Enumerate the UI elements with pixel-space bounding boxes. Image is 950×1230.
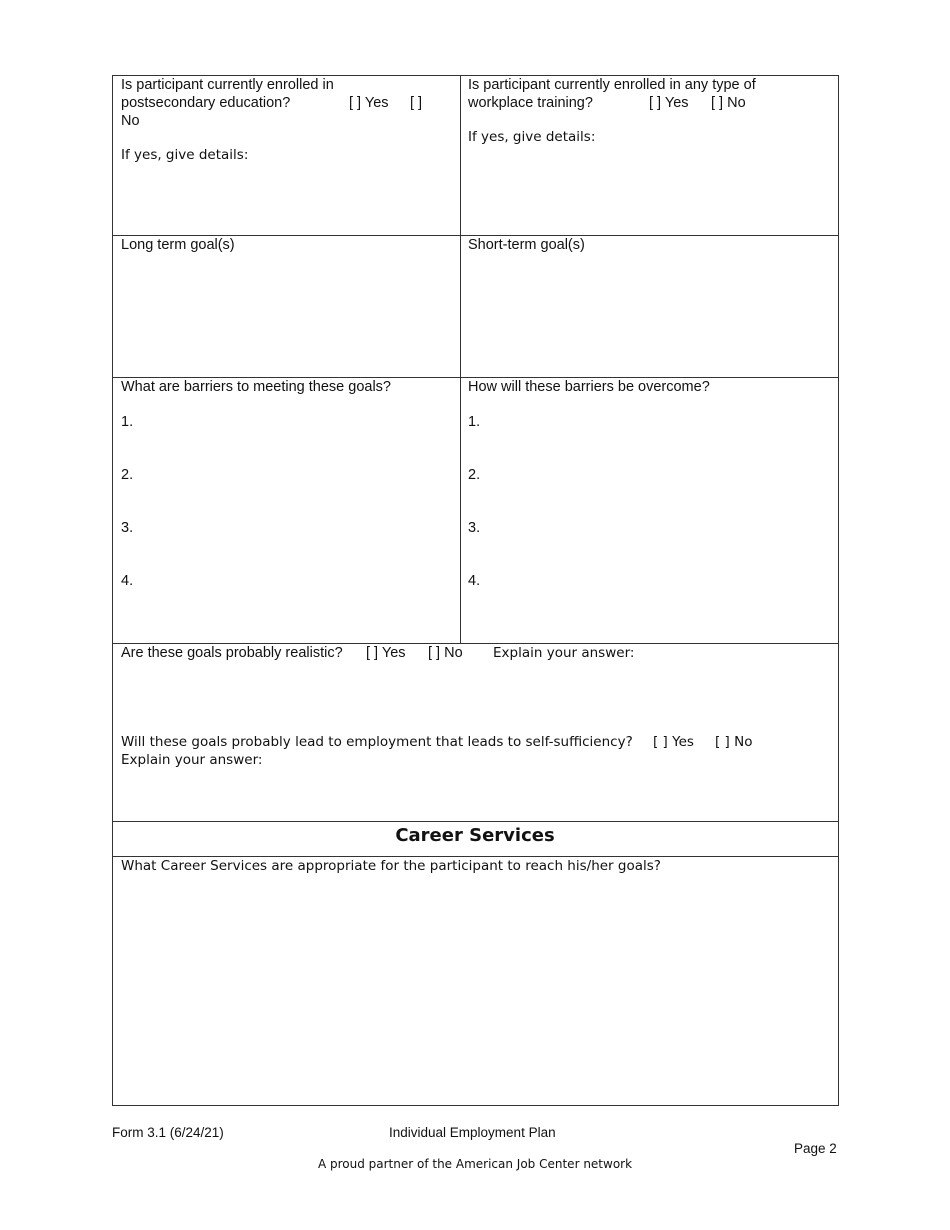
overcome-item: 3. — [468, 520, 481, 536]
postsecondary-details-label: If yes, give details: — [121, 147, 249, 163]
barrier-item: 4. — [121, 573, 134, 589]
self-sufficiency-yes-checkbox[interactable]: [ ] Yes — [653, 734, 694, 750]
barrier-item: 3. — [121, 520, 134, 536]
realistic-no-checkbox[interactable]: [ ] No — [428, 645, 463, 661]
overcome-item: 2. — [468, 467, 481, 483]
row-divider — [112, 821, 839, 822]
form-table — [112, 75, 839, 1106]
postsecondary-question-line1: Is participant currently enrolled in — [121, 77, 334, 93]
short-term-goals-label: Short-term goal(s) — [468, 237, 585, 253]
self-sufficiency-question: Will these goals probably lead to employment that leads to self-sufficiency? — [121, 734, 633, 750]
overcome-label: How will these barriers be overcome? — [468, 379, 710, 395]
training-question-line2: workplace training? — [468, 95, 593, 111]
barriers-label: What are barriers to meeting these goals? — [121, 379, 391, 395]
barrier-item: 2. — [121, 467, 134, 483]
overcome-item: 4. — [468, 573, 481, 589]
overcome-item: 1. — [468, 414, 481, 430]
self-sufficiency-no-checkbox[interactable]: [ ] No — [715, 734, 753, 750]
realistic-question: Are these goals probably realistic? — [121, 645, 343, 661]
postsecondary-question-line2: postsecondary education? — [121, 95, 291, 111]
training-no-checkbox[interactable]: [ ] No — [711, 95, 746, 111]
form-id: Form 3.1 (6/24/21) — [112, 1125, 224, 1140]
postsecondary-no-checkbox[interactable]: [ ] — [410, 95, 423, 111]
page-number: Page 2 — [794, 1141, 837, 1156]
column-divider — [460, 75, 461, 644]
barrier-item: 1. — [121, 414, 134, 430]
partner-tagline: A proud partner of the American Job Center network — [317, 1157, 633, 1171]
career-services-question: What Career Services are appropriate for the participant to reach his/her goals? — [121, 858, 661, 874]
career-services-title: Career Services — [395, 825, 555, 846]
self-sufficiency-explain-label: Explain your answer: — [121, 752, 263, 768]
training-yes-checkbox[interactable]: [ ] Yes — [649, 95, 689, 111]
postsecondary-yes-checkbox[interactable]: [ ] Yes — [349, 95, 389, 111]
training-details-label: If yes, give details: — [468, 129, 596, 145]
realistic-yes-checkbox[interactable]: [ ] Yes — [366, 645, 406, 661]
realistic-explain-label: Explain your answer: — [493, 645, 635, 661]
long-term-goals-label: Long term goal(s) — [121, 237, 235, 253]
document-title: Individual Employment Plan — [389, 1125, 556, 1140]
training-question-line1: Is participant currently enrolled in any type of — [468, 77, 756, 93]
postsecondary-no-label: No — [121, 113, 140, 129]
